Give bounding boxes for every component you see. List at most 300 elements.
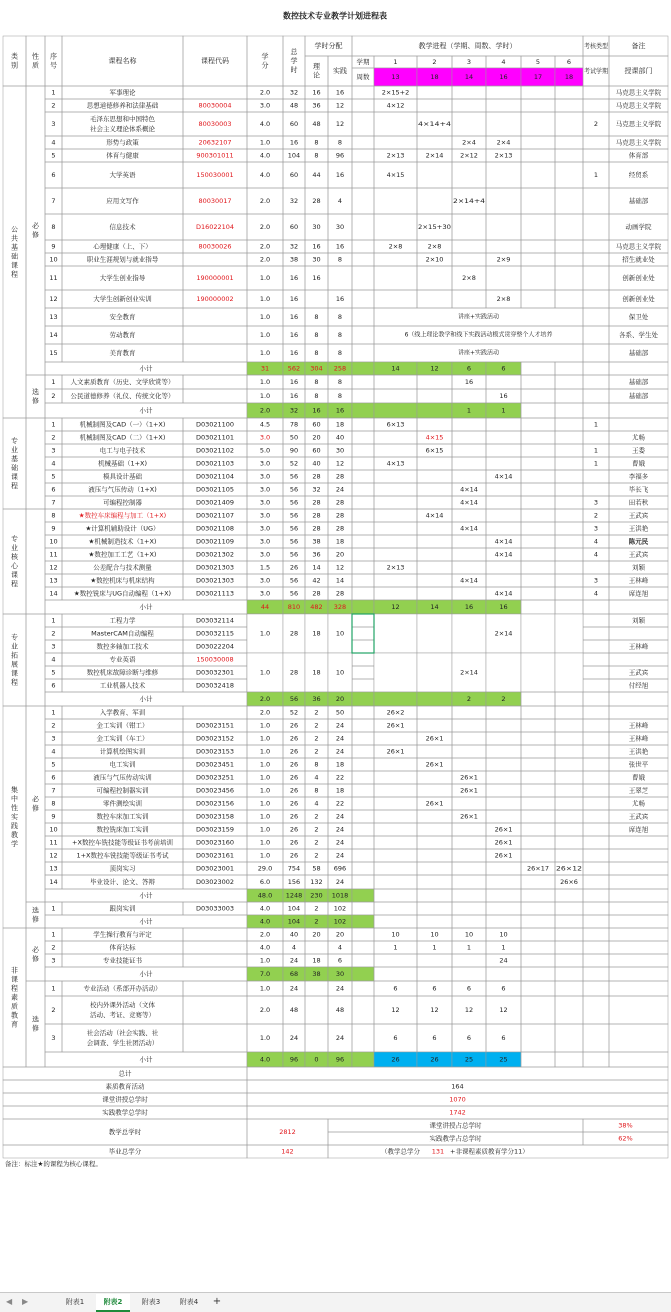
semester-cell[interactable]: [521, 574, 555, 587]
semester-cell[interactable]: [374, 431, 417, 444]
semester-cell[interactable]: [374, 389, 417, 403]
subtotal-semester-cell[interactable]: [555, 967, 583, 981]
cell-semester-label[interactable]: [352, 214, 374, 240]
cell[interactable]: [609, 692, 668, 706]
semester-cell[interactable]: [417, 535, 452, 548]
semester-cell[interactable]: [521, 732, 555, 745]
semester-cell[interactable]: [555, 375, 583, 389]
cell-exam[interactable]: [583, 862, 609, 875]
semester-cell[interactable]: [417, 719, 452, 732]
semester-cell[interactable]: [521, 470, 555, 483]
cell-semester-label[interactable]: [352, 941, 374, 954]
semester-cell[interactable]: [452, 745, 486, 758]
cell[interactable]: [609, 967, 668, 981]
subtotal-cell[interactable]: [352, 1052, 374, 1067]
semester-cell[interactable]: [374, 483, 417, 496]
semester-cell[interactable]: [486, 561, 521, 574]
semester-cell[interactable]: [452, 86, 486, 99]
cell-course-code[interactable]: [183, 941, 247, 954]
semester-cell[interactable]: [555, 784, 583, 797]
semester-cell[interactable]: [555, 849, 583, 862]
cell-course-code[interactable]: [183, 954, 247, 967]
semester-cell[interactable]: [555, 136, 583, 149]
semester-cell[interactable]: [417, 902, 452, 915]
semester-cell[interactable]: [452, 587, 486, 600]
subtotal-cell[interactable]: [352, 600, 374, 614]
subtotal-semester-cell[interactable]: [521, 915, 555, 928]
semester-cell[interactable]: [521, 149, 555, 162]
semester-cell[interactable]: [486, 875, 521, 889]
semester-cell[interactable]: [555, 561, 583, 574]
semester-cell[interactable]: [555, 954, 583, 967]
cell-semester-label[interactable]: [352, 431, 374, 444]
semester-cell[interactable]: [417, 290, 452, 308]
semester-cell[interactable]: [452, 431, 486, 444]
cell-exam[interactable]: [583, 706, 609, 719]
subtotal-semester-cell[interactable]: [555, 600, 583, 614]
semester-cell[interactable]: [374, 862, 417, 875]
semester-cell[interactable]: [555, 188, 583, 214]
semester-cell[interactable]: [374, 214, 417, 240]
semester-cell[interactable]: [555, 240, 583, 253]
semester-cell[interactable]: [555, 149, 583, 162]
cell-semester-label[interactable]: [352, 483, 374, 496]
semester-cell[interactable]: [486, 266, 521, 290]
semester-cell[interactable]: [417, 496, 452, 509]
cell[interactable]: [583, 967, 609, 981]
cell[interactable]: [583, 1052, 609, 1067]
semester-cell[interactable]: [452, 389, 486, 403]
cell-course-code[interactable]: [183, 308, 247, 326]
cell-exam[interactable]: [583, 771, 609, 784]
tab-sheet-3[interactable]: 附表3: [141, 1298, 161, 1306]
cell-exam[interactable]: [583, 240, 609, 253]
semester-cell[interactable]: [521, 214, 555, 240]
semester-cell[interactable]: [521, 849, 555, 862]
semester-cell[interactable]: [486, 418, 521, 431]
semester-cell[interactable]: [486, 162, 521, 188]
subtotal-semester-cell[interactable]: [521, 362, 555, 375]
cell-exam[interactable]: [583, 928, 609, 941]
semester-cell[interactable]: [521, 509, 555, 522]
semester-cell[interactable]: [521, 653, 555, 692]
cell-dept[interactable]: [609, 928, 668, 941]
cell-exam[interactable]: [583, 375, 609, 389]
semester-cell[interactable]: [521, 836, 555, 849]
cell-exam[interactable]: [583, 561, 609, 574]
semester-cell[interactable]: [452, 99, 486, 112]
cell-semester-label[interactable]: [352, 136, 374, 149]
cell-semester-label[interactable]: [352, 509, 374, 522]
cell-exam[interactable]: [583, 875, 609, 889]
semester-cell[interactable]: [521, 928, 555, 941]
semester-cell[interactable]: [555, 444, 583, 457]
cell-semester-label[interactable]: [352, 836, 374, 849]
semester-cell[interactable]: [555, 522, 583, 535]
subtotal-semester-cell[interactable]: [417, 915, 452, 928]
cell-semester-label[interactable]: [352, 719, 374, 732]
cell-semester-label[interactable]: [352, 548, 374, 561]
cell-dept[interactable]: [609, 706, 668, 719]
semester-cell[interactable]: [486, 99, 521, 112]
cell-theory[interactable]: [305, 981, 328, 996]
semester-cell[interactable]: [374, 653, 417, 692]
cell-exam[interactable]: [583, 614, 609, 627]
semester-cell[interactable]: [555, 996, 583, 1024]
subtotal-semester-cell[interactable]: [555, 915, 583, 928]
cell-exam[interactable]: [583, 823, 609, 836]
semester-cell[interactable]: [452, 290, 486, 308]
cell-course-code[interactable]: [183, 1024, 247, 1052]
cell[interactable]: [609, 889, 668, 902]
semester-cell[interactable]: [555, 836, 583, 849]
semester-cell[interactable]: [417, 266, 452, 290]
semester-cell[interactable]: [374, 797, 417, 810]
subtotal-semester-cell[interactable]: [452, 915, 486, 928]
cell-exam[interactable]: [583, 266, 609, 290]
cell-dept[interactable]: [609, 627, 668, 640]
cell-semester-label[interactable]: [352, 862, 374, 875]
subtotal-semester-cell[interactable]: [555, 1052, 583, 1067]
semester-cell[interactable]: [417, 375, 452, 389]
semester-cell[interactable]: [417, 470, 452, 483]
cell-semester-label[interactable]: [352, 810, 374, 823]
nature-cell[interactable]: [26, 509, 45, 614]
semester-cell[interactable]: [417, 836, 452, 849]
semester-cell[interactable]: [555, 797, 583, 810]
semester-cell[interactable]: [452, 535, 486, 548]
nature-cell[interactable]: [26, 614, 45, 706]
cell-semester-label[interactable]: [352, 875, 374, 889]
semester-cell[interactable]: [417, 875, 452, 889]
semester-cell[interactable]: [486, 653, 521, 692]
cell-exam[interactable]: [583, 431, 609, 444]
tab-sheet-2[interactable]: 附表2: [96, 1294, 130, 1312]
semester-cell[interactable]: [521, 614, 555, 653]
cell-semester-label[interactable]: [352, 470, 374, 483]
semester-cell[interactable]: [555, 719, 583, 732]
cell-exam[interactable]: [583, 679, 609, 692]
cell-semester-label[interactable]: [352, 574, 374, 587]
semester-cell[interactable]: [521, 535, 555, 548]
subtotal-cell[interactable]: [352, 915, 374, 928]
semester-cell[interactable]: [374, 266, 417, 290]
semester-cell[interactable]: [374, 758, 417, 771]
semester-cell[interactable]: [417, 823, 452, 836]
cell-dept[interactable]: [609, 875, 668, 889]
prev-sheet-arrow-icon[interactable]: ◀: [6, 1297, 13, 1306]
cell-exam[interactable]: [583, 86, 609, 99]
semester-cell[interactable]: [521, 266, 555, 290]
semester-cell[interactable]: [452, 875, 486, 889]
semester-cell[interactable]: [555, 112, 583, 136]
semester-cell[interactable]: [452, 509, 486, 522]
semester-cell[interactable]: [452, 849, 486, 862]
subtotal-semester-cell[interactable]: [521, 692, 555, 706]
semester-cell[interactable]: [452, 214, 486, 240]
cell-semester-label[interactable]: [352, 928, 374, 941]
cell-dept[interactable]: [609, 862, 668, 875]
semester-cell[interactable]: [555, 1024, 583, 1052]
semester-cell[interactable]: [555, 941, 583, 954]
subtotal-semester-cell[interactable]: [521, 403, 555, 418]
semester-cell[interactable]: [555, 771, 583, 784]
subtotal-semester-cell[interactable]: [521, 889, 555, 902]
semester-cell[interactable]: [521, 745, 555, 758]
semester-cell[interactable]: [374, 188, 417, 214]
semester-cell[interactable]: [452, 444, 486, 457]
cell-exam[interactable]: [583, 996, 609, 1024]
cell[interactable]: [609, 362, 668, 375]
semester-cell[interactable]: [521, 496, 555, 509]
cell-semester-label[interactable]: [352, 308, 374, 326]
semester-cell[interactable]: [486, 745, 521, 758]
semester-cell[interactable]: [486, 457, 521, 470]
subtotal-semester-cell[interactable]: [374, 403, 417, 418]
cell-practice[interactable]: [328, 266, 352, 290]
semester-cell[interactable]: [374, 290, 417, 308]
cell-semester-label[interactable]: [352, 1024, 374, 1052]
semester-cell[interactable]: [521, 706, 555, 719]
subtotal-cell[interactable]: [352, 362, 374, 375]
semester-cell[interactable]: [452, 823, 486, 836]
cell-semester-label[interactable]: [352, 457, 374, 470]
semester-cell[interactable]: [417, 522, 452, 535]
semester-cell[interactable]: [486, 797, 521, 810]
semester-cell[interactable]: [486, 719, 521, 732]
semester-cell[interactable]: [452, 253, 486, 266]
cell-exam[interactable]: [583, 666, 609, 679]
cell-semester-label[interactable]: [352, 266, 374, 290]
semester-cell[interactable]: [374, 535, 417, 548]
semester-cell[interactable]: [521, 875, 555, 889]
semester-cell[interactable]: [555, 706, 583, 719]
subtotal-semester-cell[interactable]: [374, 692, 417, 706]
semester-cell[interactable]: [452, 112, 486, 136]
cell-semester-label[interactable]: [352, 240, 374, 253]
cell-semester-label[interactable]: [352, 902, 374, 915]
cell-theory[interactable]: [305, 1024, 328, 1052]
cell-semester-label[interactable]: [352, 823, 374, 836]
subtotal-semester-cell[interactable]: [521, 967, 555, 981]
semester-cell[interactable]: [486, 86, 521, 99]
cell-exam[interactable]: [583, 149, 609, 162]
semester-cell[interactable]: [452, 862, 486, 875]
cell-theory[interactable]: [305, 996, 328, 1024]
semester-cell[interactable]: [374, 836, 417, 849]
cell-exam[interactable]: [583, 99, 609, 112]
semester-cell[interactable]: [417, 574, 452, 587]
subtotal-semester-cell[interactable]: [555, 889, 583, 902]
semester-cell[interactable]: [486, 574, 521, 587]
semester-cell[interactable]: [486, 758, 521, 771]
cell-semester-label[interactable]: [352, 981, 374, 996]
semester-cell[interactable]: [521, 902, 555, 915]
cell[interactable]: [609, 915, 668, 928]
semester-cell[interactable]: [417, 587, 452, 600]
cell-semester-label[interactable]: [352, 326, 374, 344]
semester-cell[interactable]: [486, 431, 521, 444]
semester-cell[interactable]: [486, 509, 521, 522]
cell[interactable]: [609, 403, 668, 418]
semester-cell[interactable]: [521, 418, 555, 431]
subtotal-semester-cell[interactable]: [417, 403, 452, 418]
cell[interactable]: [583, 889, 609, 902]
cell-dept[interactable]: [609, 941, 668, 954]
cell-exam[interactable]: [583, 188, 609, 214]
cell-dept[interactable]: [609, 902, 668, 915]
semester-cell[interactable]: [374, 444, 417, 457]
cell-exam[interactable]: [583, 483, 609, 496]
cell-semester-label[interactable]: [352, 253, 374, 266]
semester-cell[interactable]: [417, 162, 452, 188]
cell-exam[interactable]: [583, 758, 609, 771]
semester-cell[interactable]: [486, 375, 521, 389]
semester-cell[interactable]: [486, 240, 521, 253]
semester-cell[interactable]: [521, 375, 555, 389]
semester-cell[interactable]: [555, 928, 583, 941]
semester-cell[interactable]: [374, 823, 417, 836]
cell-semester-label[interactable]: [352, 797, 374, 810]
cell-exam[interactable]: [583, 640, 609, 653]
subtotal-semester-cell[interactable]: [374, 915, 417, 928]
semester-cell[interactable]: [555, 483, 583, 496]
semester-cell[interactable]: [521, 162, 555, 188]
cell-semester-label[interactable]: [352, 627, 374, 640]
semester-cell[interactable]: [521, 719, 555, 732]
semester-cell[interactable]: [555, 745, 583, 758]
cell-semester-label[interactable]: [352, 758, 374, 771]
cell-semester-label[interactable]: [352, 522, 374, 535]
cell-theory[interactable]: [305, 290, 328, 308]
semester-cell[interactable]: [374, 509, 417, 522]
cell-exam[interactable]: [583, 902, 609, 915]
semester-cell[interactable]: [417, 548, 452, 561]
cell-semester-label[interactable]: [352, 614, 374, 627]
semester-cell[interactable]: [374, 574, 417, 587]
add-sheet-button[interactable]: +: [212, 1296, 222, 1307]
semester-cell[interactable]: [521, 483, 555, 496]
cell[interactable]: [583, 915, 609, 928]
cell-exam[interactable]: [583, 627, 609, 640]
semester-cell[interactable]: [521, 389, 555, 403]
cell-course-code[interactable]: [183, 326, 247, 344]
semester-cell[interactable]: [521, 823, 555, 836]
semester-cell[interactable]: [486, 862, 521, 875]
semester-cell[interactable]: [521, 954, 555, 967]
cell-dept[interactable]: [609, 954, 668, 967]
cell[interactable]: [583, 600, 609, 614]
subtotal-semester-cell[interactable]: [521, 600, 555, 614]
semester-cell[interactable]: [555, 810, 583, 823]
semester-cell[interactable]: [452, 732, 486, 745]
semester-cell[interactable]: [417, 136, 452, 149]
cell-exam[interactable]: [583, 290, 609, 308]
cell-semester-label[interactable]: [352, 954, 374, 967]
subtotal-cell[interactable]: [352, 692, 374, 706]
subtotal-semester-cell[interactable]: [417, 692, 452, 706]
semester-cell[interactable]: [555, 587, 583, 600]
semester-cell[interactable]: [417, 614, 452, 653]
cell-semester-label[interactable]: [352, 418, 374, 431]
cell-semester-label[interactable]: [352, 732, 374, 745]
semester-cell[interactable]: [555, 535, 583, 548]
cell-semester-label[interactable]: [352, 162, 374, 188]
semester-cell[interactable]: [374, 375, 417, 389]
semester-cell[interactable]: [521, 86, 555, 99]
semester-cell[interactable]: [555, 902, 583, 915]
semester-cell[interactable]: [417, 418, 452, 431]
semester-cell[interactable]: [374, 875, 417, 889]
semester-cell[interactable]: [374, 732, 417, 745]
tab-sheet-1[interactable]: 附表1: [65, 1298, 85, 1306]
cell-exam[interactable]: [583, 136, 609, 149]
semester-cell[interactable]: [374, 112, 417, 136]
semester-cell[interactable]: [417, 653, 452, 692]
semester-cell[interactable]: [555, 86, 583, 99]
cell[interactable]: [583, 362, 609, 375]
semester-cell[interactable]: [374, 522, 417, 535]
semester-cell[interactable]: [555, 548, 583, 561]
selected-cell[interactable]: [352, 614, 374, 653]
subtotal-semester-cell[interactable]: [452, 967, 486, 981]
subtotal-semester-cell[interactable]: [417, 889, 452, 902]
cell-exam[interactable]: [583, 836, 609, 849]
cell-exam[interactable]: [583, 389, 609, 403]
cell-course-code[interactable]: [183, 375, 247, 389]
semester-cell[interactable]: [486, 771, 521, 784]
tab-sheet-4[interactable]: 附表4: [179, 1298, 199, 1306]
semester-cell[interactable]: [486, 444, 521, 457]
cell[interactable]: [609, 1052, 668, 1067]
semester-cell[interactable]: [417, 561, 452, 574]
cell-semester-label[interactable]: [352, 996, 374, 1024]
semester-cell[interactable]: [417, 389, 452, 403]
cell-semester-label[interactable]: [352, 290, 374, 308]
semester-cell[interactable]: [452, 954, 486, 967]
cell-semester-label[interactable]: [352, 86, 374, 99]
cell-dept[interactable]: [609, 418, 668, 431]
semester-cell[interactable]: [521, 771, 555, 784]
cell-exam[interactable]: [583, 797, 609, 810]
cell-semester-label[interactable]: [352, 849, 374, 862]
subtotal-cell[interactable]: [352, 967, 374, 981]
cell-exam[interactable]: [583, 849, 609, 862]
cell-semester-label[interactable]: [352, 561, 374, 574]
subtotal-semester-cell[interactable]: [374, 967, 417, 981]
cell[interactable]: [609, 600, 668, 614]
semester-cell[interactable]: [417, 483, 452, 496]
semester-cell[interactable]: [555, 509, 583, 522]
cell-dept[interactable]: [609, 981, 668, 996]
semester-cell[interactable]: [374, 614, 417, 653]
subtotal-semester-cell[interactable]: [452, 889, 486, 902]
semester-cell[interactable]: [555, 574, 583, 587]
semester-cell[interactable]: [521, 941, 555, 954]
subtotal-semester-cell[interactable]: [486, 915, 521, 928]
semester-cell[interactable]: [417, 862, 452, 875]
semester-cell[interactable]: [452, 162, 486, 188]
semester-cell[interactable]: [521, 444, 555, 457]
semester-cell[interactable]: [452, 719, 486, 732]
semester-cell[interactable]: [555, 823, 583, 836]
cell-semester-label[interactable]: [352, 640, 374, 653]
cell-semester-label[interactable]: [352, 375, 374, 389]
cell-exam[interactable]: [583, 214, 609, 240]
semester-cell[interactable]: [555, 431, 583, 444]
cell[interactable]: [583, 403, 609, 418]
cell-semester-label[interactable]: [352, 535, 374, 548]
